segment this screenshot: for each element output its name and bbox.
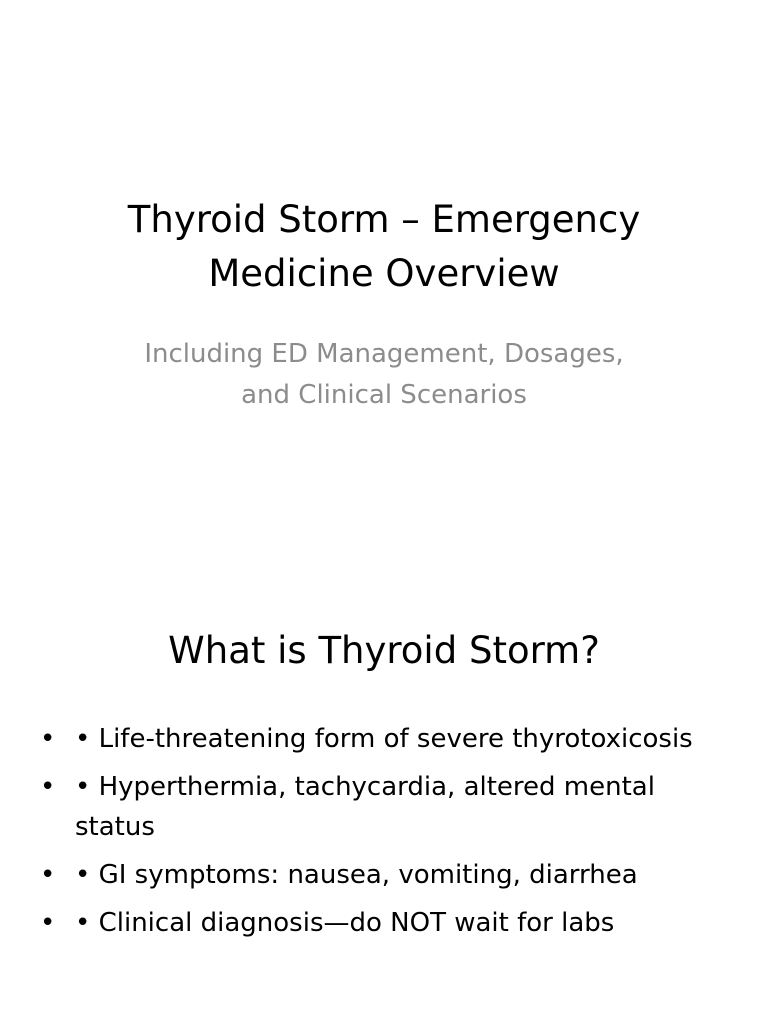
bullet-list (40, 719, 720, 951)
slide-subtitle (100, 334, 668, 416)
content-slide (0, 576, 768, 1024)
bullet-text: • GI symptoms: nausea, vomiting, diarrhea (75, 860, 638, 890)
content-slide-title: What is Thyroid Storm? (168, 629, 600, 672)
slide-subtitle-line-2: and Clinical Scenarios (241, 380, 527, 410)
slide-title-line-1: Thyroid Storm – Emergency (127, 198, 641, 241)
list-item (40, 719, 720, 759)
slide-subtitle-line-1: Including ED Management, Dosages, (144, 339, 624, 369)
bullet-icon: • (40, 860, 56, 890)
bullet-icon: • (40, 772, 56, 802)
bullet-text: • Life-threatening form of severe thyrotoxicosis (75, 724, 693, 754)
list-item (40, 855, 720, 895)
bullet-text: • Clinical diagnosis—do NOT wait for labs (75, 908, 615, 938)
slide-title (60, 193, 708, 301)
list-item (40, 903, 720, 943)
bullet-text: • Hyperthermia, tachycardia, altered mental status (75, 772, 655, 842)
list-item (40, 767, 720, 847)
slide-title-line-2: Medicine Overview (208, 252, 560, 295)
bullet-icon: • (40, 908, 56, 938)
bullet-icon: • (40, 724, 56, 754)
